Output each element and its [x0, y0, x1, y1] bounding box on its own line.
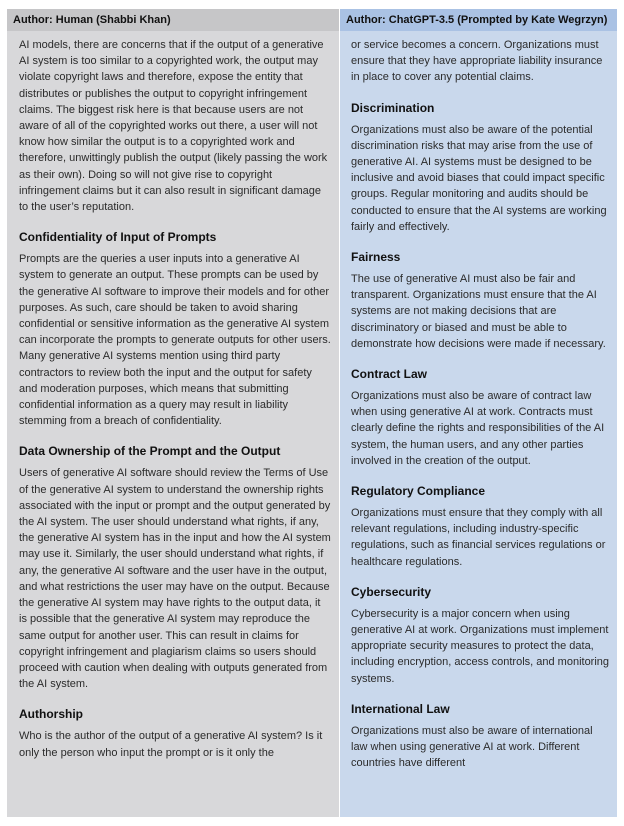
section-heading-contract-law: Contract Law — [351, 367, 428, 382]
section-text-confidentiality: Prompts are the queries a user inputs into a generative AI system to generate an output. These prompts can be used by the generative AI software to improve their models and for other purposes. As such, care should be taken to avoid sharing confidential or sensitive information as the generative AI system can incorporate the prompts to generate outputs for other users. Many generative AI systems mention using third party contractors to review both the input and the output for safety and moderation purposes, which means that submitting confidential information as a query may result in liability stemming from a breach of confidentiality. — [19, 253, 331, 428]
human-column — [7, 9, 340, 817]
section-heading-confidentiality: Confidentiality of Input of Prompts — [19, 230, 217, 245]
section-text-contract-law: Organizations must also be aware of contract law when using generative AI at work. Contracts must clearly define the rights and responsibilities of the AI system, the human users, and any other parties involved in the creation of the output. — [351, 390, 605, 467]
chatgpt-column-body — [340, 31, 617, 772]
section-heading-fairness: Fairness — [351, 250, 401, 265]
section-heading-data-ownership: Data Ownership of the Prompt and the Output — [19, 444, 281, 459]
chatgpt-intro-paragraph: or service becomes a concern. Organizations must ensure that they have appropriate liability insurance in place to cover any potential claims. — [351, 39, 603, 84]
chatgpt-column-header: Author: ChatGPT-3.5 (Prompted by Kate Wegrzyn) — [340, 9, 617, 31]
section-text-fairness: The use of generative AI must also be fair and transparent. Organizations must ensure that the AI systems are not making decisions that are discriminatory or biased and must be able to demonstrate how decisions were made if necessary. — [351, 273, 606, 350]
section-heading-authorship: Authorship — [19, 707, 83, 722]
chatgpt-column — [340, 9, 617, 817]
section-text-authorship: Who is the author of the output of a generative AI system? Is it only the person who input the prompt or is it only the — [19, 730, 323, 759]
human-column-body — [7, 31, 339, 761]
human-column-header: Author: Human (Shabbi Khan) — [7, 9, 339, 31]
human-intro-paragraph: AI models, there are concerns that if the output of a generative AI system is too similar to a copyrighted work, the output may violate copyright laws and therefore, expose the entity that distributes or publishes the output to copyright infringement claims. The biggest risk here is that because users are not aware of all of the copyrighted works out there, a user will not know how similar the output is to a copyrighted work and therefore, unwittingly publish the output (likely passing the work as their own). Doing so will not give rise to copyright infringement claims but it can also result in significant damage to the user’s reputation. — [19, 39, 328, 214]
section-text-cybersecurity: Cybersecurity is a major concern when using generative AI at work. Organizations must implement appropriate security measures to protect the data, including encryption, access controls, and monitoring systems. — [351, 607, 610, 685]
section-text-data-ownership: Users of generative AI software should review the Terms of Use of the generative AI system to understand the ownership rights associated with the input or prompt and the output generated by the AI system. The user should understand what rights, if any, the generative AI system has in the input and how the AI system may use it. Similarly, the user should understand what rights, if any, the generative AI software and the user have in the output, and what restrictions the user may have on the output. Because the generative AI system may have rights to the output data, it is possible that the generative AI system may reproduce the same output for another user. This can result in claims for copyright infringement and plagiarism claims so users should proceed with caution when dealing with outputs generated from the AI system. — [19, 467, 331, 691]
section-heading-regulatory-compliance: Regulatory Compliance — [351, 484, 486, 499]
section-text-regulatory-compliance: Organizations must ensure that they comply with all relevant regulations, including industry-specific regulations, such as financial services regulations or healthcare regulations. — [351, 507, 606, 568]
comparison-table — [7, 9, 617, 817]
section-heading-international-law: International Law — [351, 701, 450, 716]
section-heading-cybersecurity: Cybersecurity — [351, 584, 432, 599]
section-text-discrimination: Organizations must also be aware of the potential discrimination risks that may arise from the use of generative AI. AI systems must be designed to be inclusive and avoid biases that could impact specific groups. Regular monitoring and audits should be conducted to ensure that the AI systems are working fairly and effectively. — [351, 123, 607, 233]
section-text-international-law: Organizations must also be aware of international law when using generative AI at work. Different countries have different — [351, 724, 593, 770]
section-heading-discrimination: Discrimination — [351, 100, 435, 115]
